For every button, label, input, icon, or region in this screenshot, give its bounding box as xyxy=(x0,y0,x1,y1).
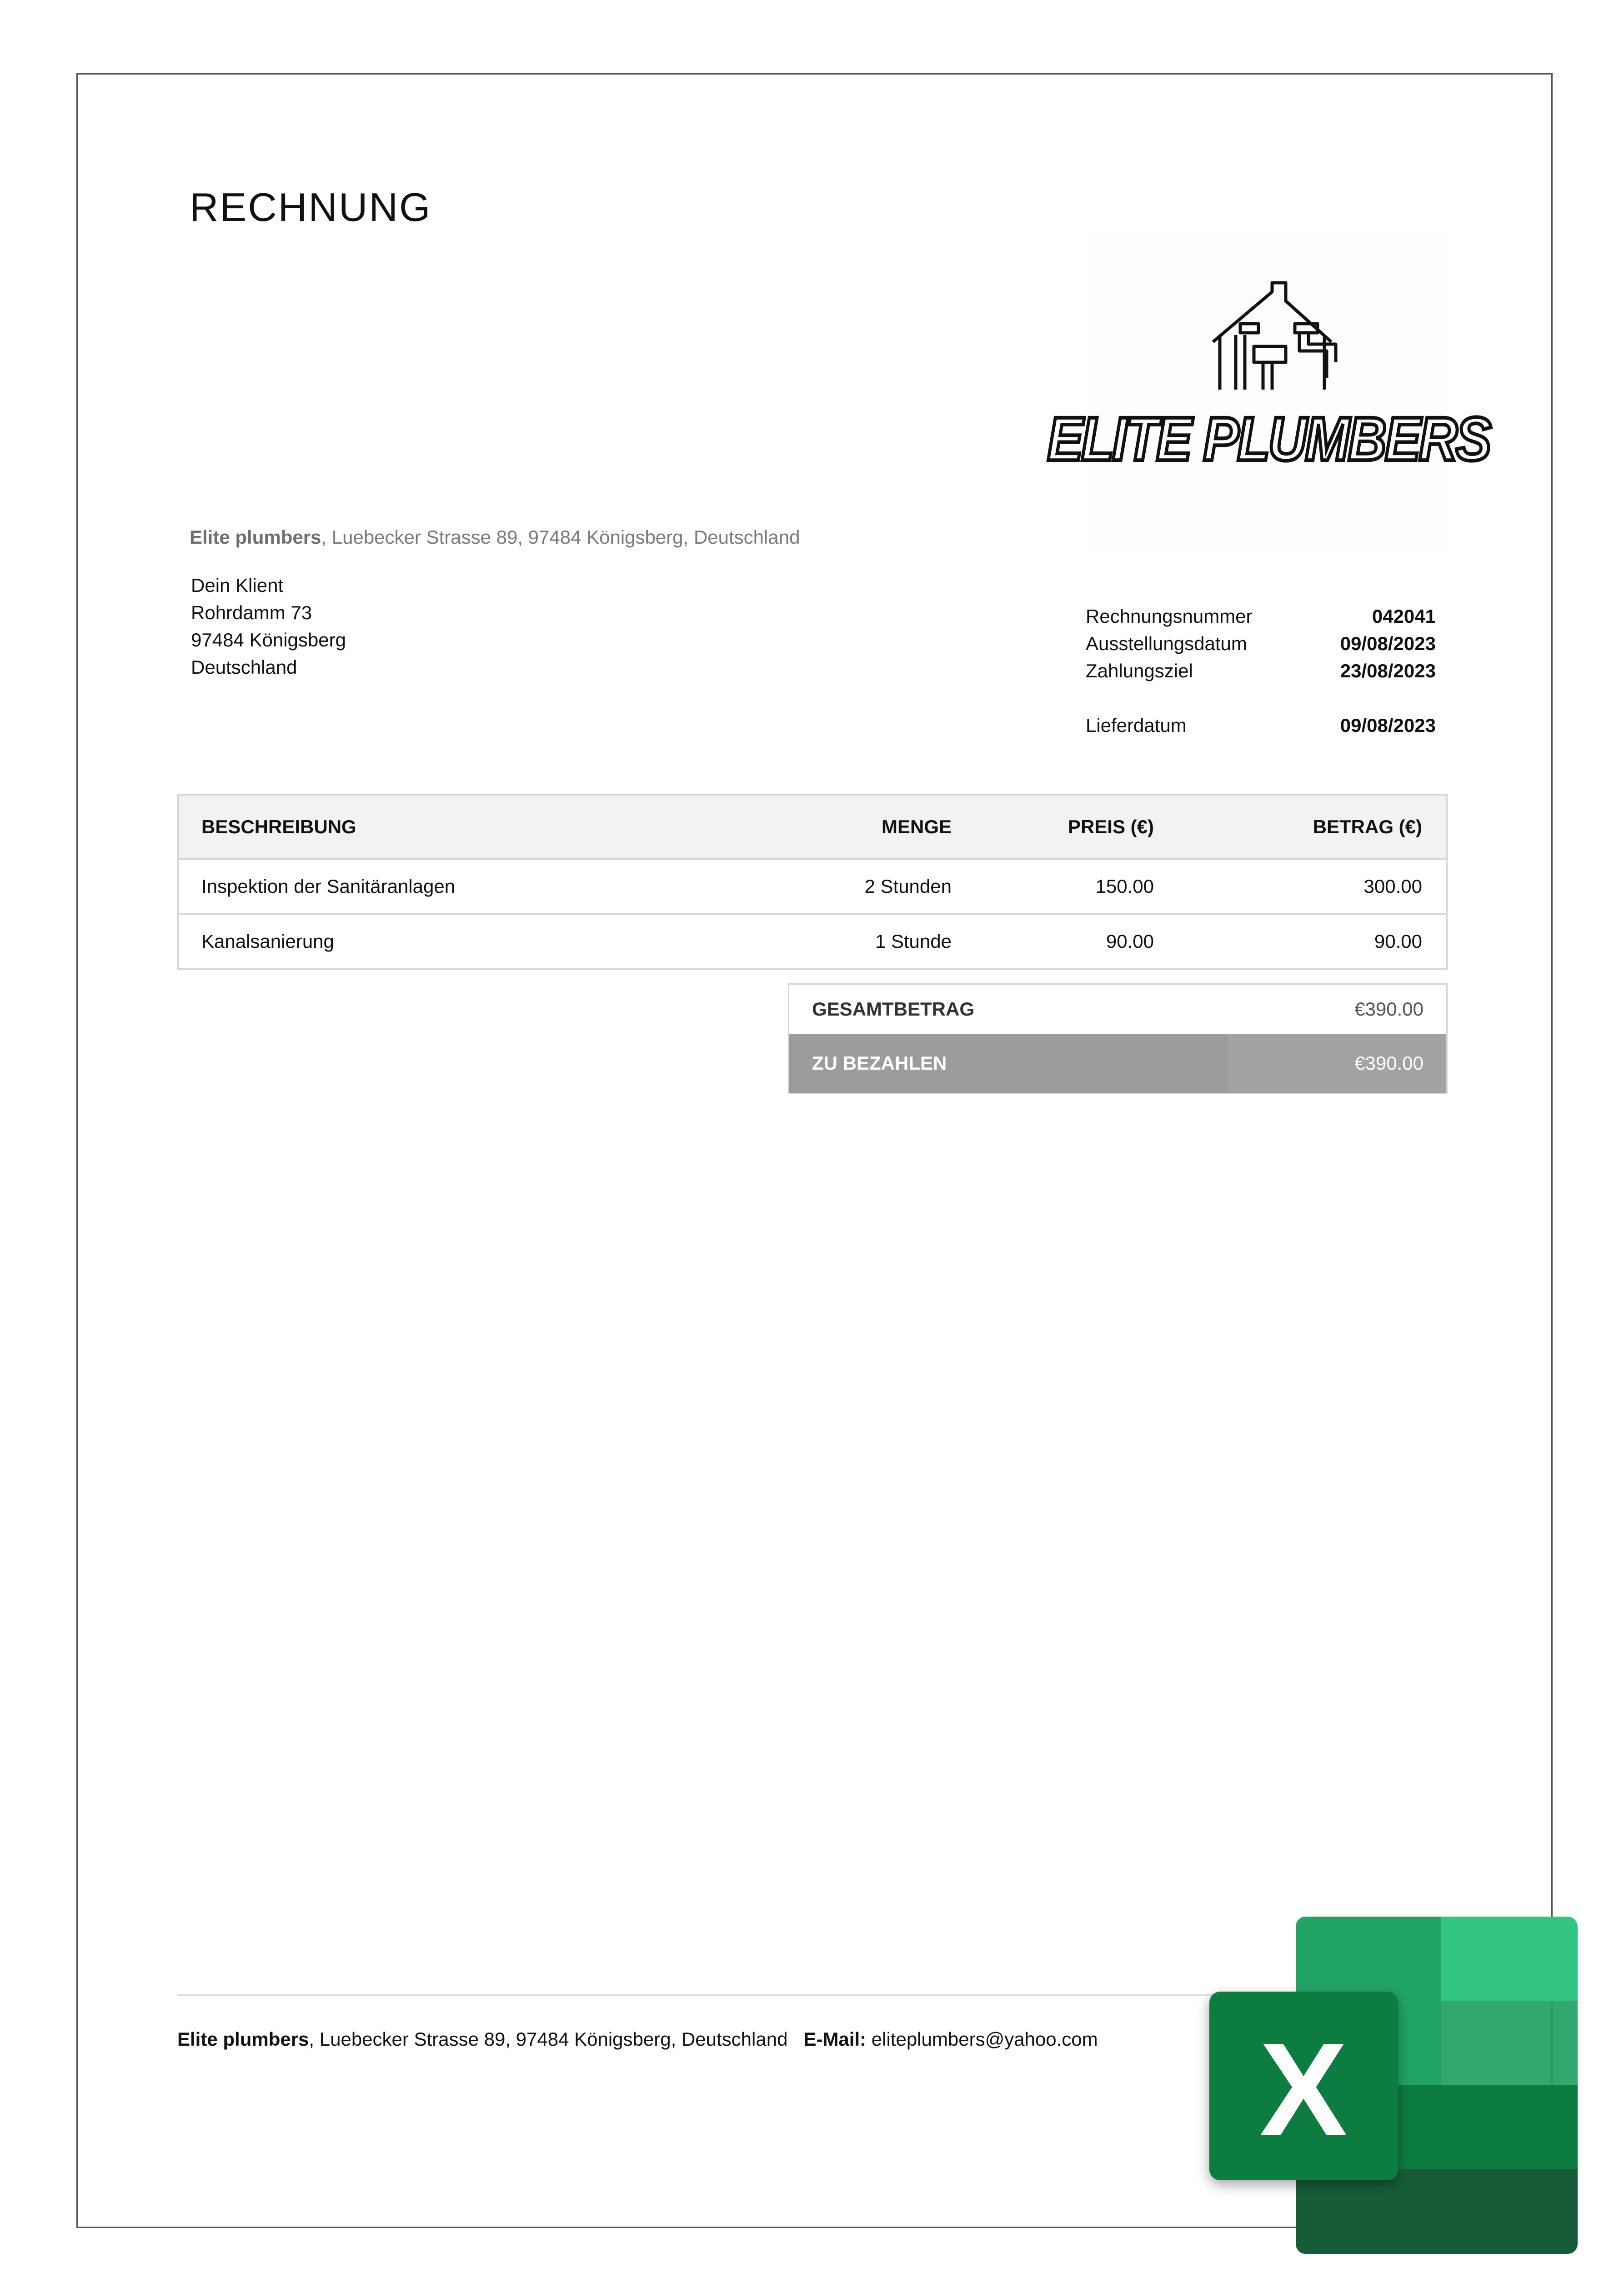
line-items-table xyxy=(177,794,1448,970)
meta-invoice-number xyxy=(1086,603,1436,630)
company-logo xyxy=(1047,233,1490,546)
footer-address: , Luebecker Strasse 89, 97484 Königsberg, Deutschland xyxy=(309,2028,788,2050)
meta-label: Zahlungsziel xyxy=(1086,660,1193,681)
meta-issue-date xyxy=(1086,630,1436,657)
cell-price: 150.00 xyxy=(1095,876,1154,897)
amount-due-value: €390.00 xyxy=(1228,1034,1446,1093)
invoice-title: RECHNUNG xyxy=(190,185,432,230)
table-row xyxy=(179,915,1446,968)
footer-email: eliteplumbers@yahoo.com xyxy=(866,2028,1098,2050)
cell-amount: 90.00 xyxy=(1374,931,1422,952)
meta-delivery-date xyxy=(1086,712,1436,739)
meta-value: 09/08/2023 xyxy=(1340,715,1436,736)
client-city: 97484 Königsberg xyxy=(191,629,346,651)
client-country: Deutschland xyxy=(191,656,297,678)
table-header xyxy=(179,796,1446,860)
cell-amount: 300.00 xyxy=(1363,876,1422,897)
cell-description: Inspektion der Sanitäranlagen xyxy=(201,876,456,897)
meta-value: 09/08/2023 xyxy=(1340,633,1436,654)
svg-text:ELITE PLUMBERS: ELITE PLUMBERS xyxy=(1047,404,1490,474)
footer-email-label: E-Mail: xyxy=(803,2028,867,2050)
meta-label: Rechnungsnummer xyxy=(1086,606,1253,627)
header-quantity: MENGE xyxy=(881,816,952,837)
total-label: GESAMTBETRAG xyxy=(812,998,974,1020)
meta-label: Ausstellungsdatum xyxy=(1086,633,1247,654)
client-address xyxy=(191,572,346,681)
meta-due-date xyxy=(1086,657,1436,685)
client-street: Rohrdamm 73 xyxy=(191,602,312,623)
client-name: Dein Klient xyxy=(191,575,284,596)
invoice-meta xyxy=(1086,603,1436,739)
sender-address-line xyxy=(190,526,800,548)
header-price: PREIS (€) xyxy=(1068,816,1154,837)
cell-quantity: 1 Stunde xyxy=(875,931,952,952)
header-amount: BETRAG (€) xyxy=(1313,816,1422,837)
total-row xyxy=(789,985,1446,1034)
cell-description: Kanalsanierung xyxy=(201,931,334,952)
sender-name: Elite plumbers xyxy=(190,526,321,548)
header-description: BESCHREIBUNG xyxy=(201,816,356,837)
footer xyxy=(177,2028,1098,2050)
cell-price: 90.00 xyxy=(1106,931,1154,952)
footer-company-name: Elite plumbers xyxy=(177,2028,309,2050)
amount-due-label: ZU BEZAHLEN xyxy=(812,1052,947,1074)
meta-value: 23/08/2023 xyxy=(1340,660,1436,681)
sender-address: , Luebecker Strasse 89, 97484 Königsberg, Deutschland xyxy=(321,526,800,548)
meta-label: Lieferdatum xyxy=(1086,715,1187,736)
amount-due-row xyxy=(789,1034,1446,1093)
total-value: €390.00 xyxy=(1354,998,1424,1020)
excel-icon xyxy=(1209,1917,1584,2261)
meta-value: 042041 xyxy=(1372,606,1436,627)
totals-box xyxy=(788,983,1448,1094)
cell-quantity: 2 Stunden xyxy=(864,876,952,897)
excel-letter: X xyxy=(1259,2016,1348,2163)
table-row xyxy=(179,860,1446,915)
